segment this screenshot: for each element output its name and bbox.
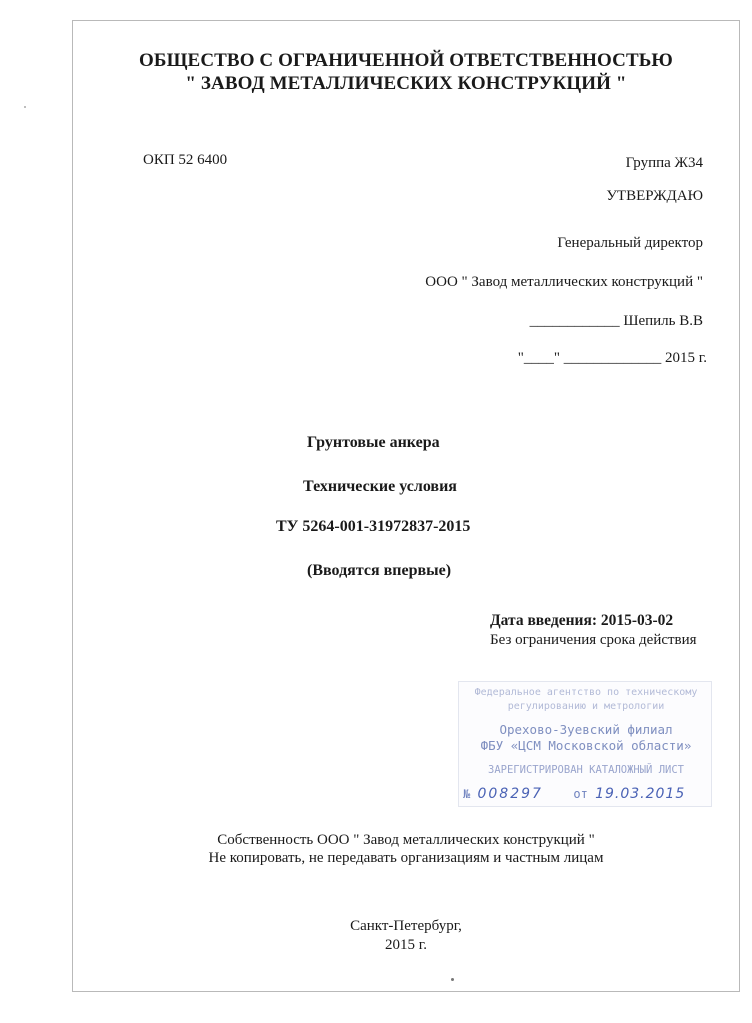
document-note: (Вводятся впервые) xyxy=(307,562,452,579)
introduction-date: Дата введения: 2015-03-02 xyxy=(490,612,674,629)
stamp-number-row xyxy=(463,786,709,802)
registration-stamp xyxy=(458,681,712,807)
city: Санкт-Петербург, xyxy=(350,918,462,934)
approver-signature-line: ____________ Шепиль В.В xyxy=(529,313,703,329)
year: 2015 г. xyxy=(385,937,427,953)
approver-organization: ООО " Завод металлических конструкций " xyxy=(425,274,703,290)
approval-date-line: "____" _____________ 2015 г. xyxy=(517,350,707,366)
approval-heading: УТВЕРЖДАЮ xyxy=(606,188,703,204)
company-name-line1: ОБЩЕСТВО С ОГРАНИЧЕННОЙ ОТВЕТСТВЕННОСТЬЮ xyxy=(139,50,673,71)
document-title: Грунтовые анкера xyxy=(307,434,440,451)
document-subtitle: Технические условия xyxy=(303,478,457,495)
stamp-registered: ЗАРЕГИСТРИРОВАН КАТАЛОЖНЫЙ ЛИСТ xyxy=(488,764,684,776)
scan-speck xyxy=(451,978,454,981)
approver-position: Генеральный директор xyxy=(557,235,703,251)
stamp-branch: Орехово-Зуевский филиал xyxy=(499,722,673,737)
ownership-line2: Не копировать, не передавать организациям и частным лицам xyxy=(208,850,604,866)
scan-speck xyxy=(24,106,26,108)
stamp-date: 19.03.2015 xyxy=(595,786,686,802)
stamp-date-prefix: от xyxy=(573,787,588,801)
stamp-institution: ФБУ «ЦСМ Московской области» xyxy=(480,738,692,753)
okp-code: ОКП 52 6400 xyxy=(143,152,228,168)
group-code: Группа Ж34 xyxy=(625,155,703,171)
company-name-line2: " ЗАВОД МЕТАЛЛИЧЕСКИХ КОНСТРУКЦИЙ " xyxy=(185,73,627,94)
stamp-number: 008297 xyxy=(477,786,543,802)
ownership-line1: Собственность ООО " Завод металлических конструкций " xyxy=(217,832,595,848)
stamp-agency-cont: регулированию и метрологии xyxy=(507,701,665,712)
validity-term: Без ограничения срока действия xyxy=(490,632,697,648)
document-number: ТУ 5264-001-31972837-2015 xyxy=(276,518,471,535)
stamp-agency: Федеральное агентство по техническому xyxy=(474,687,698,698)
stamp-number-prefix: № xyxy=(463,787,471,801)
